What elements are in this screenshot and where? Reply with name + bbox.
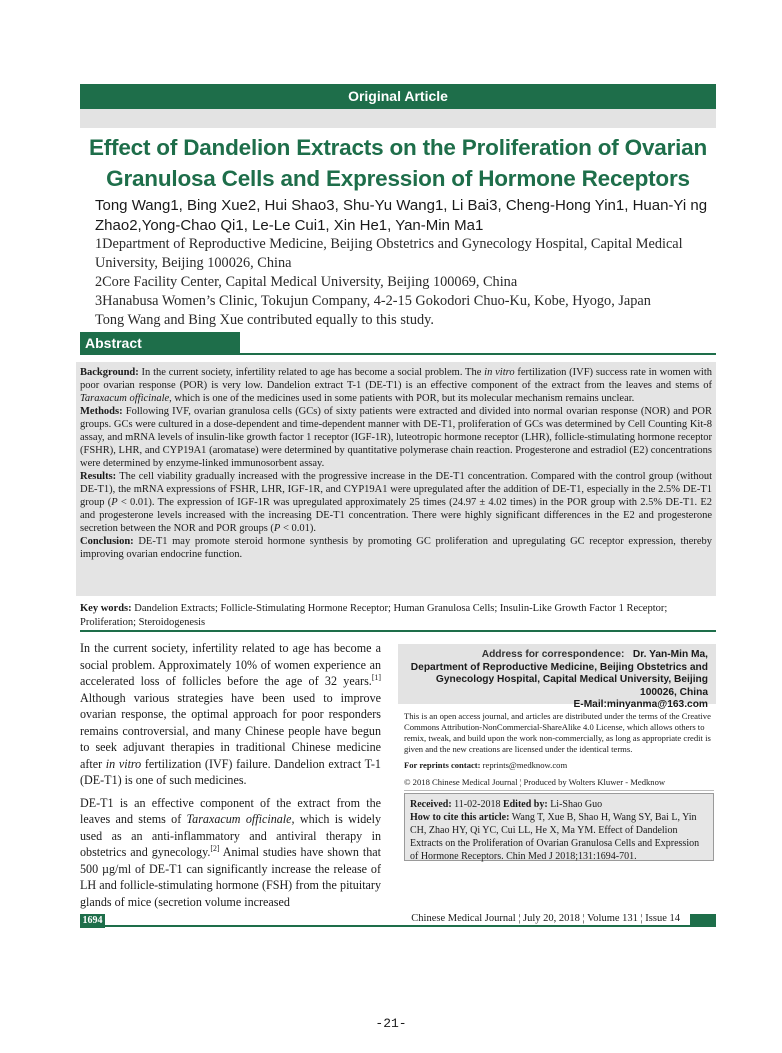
body-text: Animal studies have shown that 500 µg/ml of DE-T1 can significantly increase the release of LH and follicle-stimulating hormone (FSH) from the pituitary glands of mice (secretion volume increased (80, 845, 381, 909)
abstract-text (80, 367, 712, 563)
scan-page-number: -21- (375, 1016, 407, 1031)
results-text: < 0.01). The expression of IGF-1R was upregulated approximately 25 times (24.97 ± 4.02 times) in the POR group with 2.5% DE-T1. E2 and progesterone levels increased with the increasing DE-T1 concentration. There were highly significant differences in the E2 and progesterone secretion between the NOR and POR groups ( (80, 497, 712, 534)
conclusion-text: DE-T1 may promote steroid hormone synthesis by promoting GC proliferation and upregulating GC receptor expression, thereby improving ovarian endocrine function. (80, 536, 712, 561)
background-text: In the current society, infertility related to age has become a social problem. The (138, 367, 485, 378)
correspondence-box (398, 644, 716, 710)
body-text: Although various strategies have been used to improve ovarian response, the optimal approach for poor responders remains controversial, and many Chinese people have begun to seek adjuvant therapies in traditional Chinese medicine after (80, 690, 381, 771)
copyright-line: © 2018 Chinese Medical Journal ¦ Produced by Wolters Kluwer - Medknow (404, 777, 666, 787)
background-text: , which is one of the medicines used in some patients with POR, but its molecular mechanism remains unclear. (169, 392, 635, 404)
section-label: Original Article (80, 84, 716, 109)
body-text: DE-T1 is an effective component of the extract from the leaves and stems of (80, 795, 381, 826)
background-label: Background: (80, 367, 139, 378)
conclusion-label: Conclusion: (80, 536, 134, 548)
edited-name: Li-Shao Guo (547, 799, 603, 810)
methods-text: Following IVF, ovarian granulosa cells (GCs) of sixty patients were extracted and divided into normal ovarian response (NOR) and POR groups. GCs were cultured in a dose-dependent and time-dependent manner with DE-T1, proliferation of GCs was determined by Cell Counting Kit-8 assay, and mRNA levels of insulin-like growth factor 1 receptor (IGF-1R), luteotropic hormone receptor (LHR), follicle-stimulating hormone receptor (FSHR), LHR, and CYP19A1 (aromatase) were determined by quantitative polymerase chain reaction. Progesterone and estradiol (E2) concentrations were determined by enzyme-linked immunosorbent assay. (80, 406, 712, 469)
body-column-left (80, 640, 381, 916)
abstract-rule (80, 353, 716, 355)
affiliation-1: 1Department of Reproductive Medicine, Beijing Obstetrics and Gynecology Hospital, Capital Medical University, Beijing 100026, China (95, 236, 683, 271)
body-italic: in vitro (105, 756, 142, 771)
page-number: 1694 (80, 914, 105, 928)
citation-ref[interactable]: [2] (210, 843, 220, 853)
correspondence-email[interactable]: E-Mail:minyanma@163.com (573, 699, 708, 710)
abstract-results (80, 471, 712, 536)
edited-label: Edited by: (502, 799, 548, 810)
received-date: 11-02-2018 (451, 799, 503, 810)
results-label: Results: (80, 471, 117, 483)
keywords-text: Dandelion Extracts; Follicle-Stimulating Hormone Receptor; Human Granulosa Cells; Insulin-Like Growth Factor 1 Receptor; Proliferation; Steroidogenesis (80, 603, 668, 628)
citation-ref[interactable]: [1] (371, 672, 381, 682)
sidebar-divider (404, 790, 714, 791)
results-text: < 0.01). (280, 522, 317, 534)
equal-contribution-note: Tong Wang and Bing Xue contributed equally to this study. (95, 312, 434, 328)
body-paragraph-2 (80, 795, 381, 911)
journal-info: Chinese Medical Journal ¦ July 20, 2018 ¦ Volume 131 ¦ Issue 14 (411, 913, 680, 924)
citation-box (404, 793, 714, 861)
footer-end-block (690, 914, 716, 926)
abstract-heading: Abstract (80, 332, 240, 354)
cite-text: Wang T, Xue B, Shao H, Wang SY, Bai L, Yin CH, Zhao HY, Qi YC, Cui LL, He X, Ma YM. Effect of Dandelion Extracts on the Proliferation of Ovarian Granulosa Cells and Expression of Hormone Receptors. Chin Med J 2018;131:1694-701. (410, 812, 700, 862)
abstract-conclusion (80, 536, 712, 562)
received-label: Received: (410, 799, 452, 810)
body-text: In the current society, infertility related to age has become a social problem. Approximately 10% of women experience an accelerated loss of follicles before the age of 32 years. (80, 641, 381, 688)
keywords-label: Key words: (80, 603, 132, 614)
body-text: which is widely used as an anti-inflammatory and antiviral therapy in obstetrics and gynecology. (80, 812, 382, 859)
correspondence-address: Department of Reproductive Medicine, Beijing Obstetrics and (410, 661, 708, 673)
open-access-notice: This is an open access journal, and articles are distributed under the terms of the Creative Commons Attribution-NonCommercial-ShareAlike 4.0 License, which allows others to remix, tweak, and build upon the work non-commercially, as long as appropriate credit is given and the new creations are licensed under the identical terms. (404, 711, 711, 754)
body-text: fertilization (IVF) failure. Dandelion extract T-1 (DE-T1) is one of such medicines. (80, 756, 381, 787)
author-list: Tong Wang1, Bing Xue2, Hui Shao3, Shu-Yu Wang1, Li Bai3, Cheng-Hong Yin1, Huan-Yi ng Zhao2,Yong-Chao Qi1, Le-Le Cui1, Xin He1, Yan-Min Ma1 (95, 197, 708, 234)
methods-label: Methods: (80, 406, 123, 418)
results-text: The cell viability gradually increased with the progressive increase in the DE-T1 concentration. Compared with the control group (without DE-T1), the mRNA expressions of FSHR, LHR, IGF-1R, and CYP19A1 were upregulated after the addition of DE-T1, especially in the 2.5% DE-T1 group ( (80, 471, 712, 509)
background-text: fertilization (IVF) success rate in women with poor ovarian response (POR) is very low. Dandelion extract T-1 (DE-T1) is an effective component of the extract from the leaves and stems of (80, 367, 713, 391)
results-italic: P (273, 522, 281, 534)
cite-label: How to cite this article: (410, 812, 510, 823)
abstract-background (80, 367, 712, 406)
background-italic: in vitro (484, 367, 515, 378)
reprints-contact (404, 760, 712, 770)
keywords (80, 602, 712, 629)
correspondence-name: Dr. Yan-Min Ma, (632, 649, 708, 660)
correspondence-address: Gynecology Hospital, Capital Medical University, Beijing 100026, China (435, 674, 708, 698)
keywords-rule (80, 630, 716, 632)
body-paragraph-1 (80, 640, 381, 789)
reprints-label: For reprints contact: (404, 760, 481, 770)
reprints-email[interactable]: reprints@medknow.com (480, 760, 568, 770)
affiliation-2: 2Core Facility Center, Capital Medical University, Beijing 100069, China (95, 274, 518, 290)
article-title: Effect of Dandelion Extracts on the Proliferation of Ovarian Granulosa Cells and Expression of Hormone Receptors (88, 135, 708, 191)
correspondence-label: Address for correspondence: (481, 649, 625, 660)
footer-rule (80, 925, 716, 927)
results-italic: P (111, 497, 118, 509)
affiliation-3: 3Hanabusa Women’s Clinic, Tokujun Company, 4-2-15 Gokodori Chuo-Ku, Kobe, Hyogo, Japan (95, 293, 651, 309)
body-italic: Taraxacum officinale, (186, 812, 295, 826)
abstract-methods (80, 406, 712, 471)
background-italic: Taraxacum officinale (80, 392, 170, 404)
header-divider (80, 109, 716, 128)
